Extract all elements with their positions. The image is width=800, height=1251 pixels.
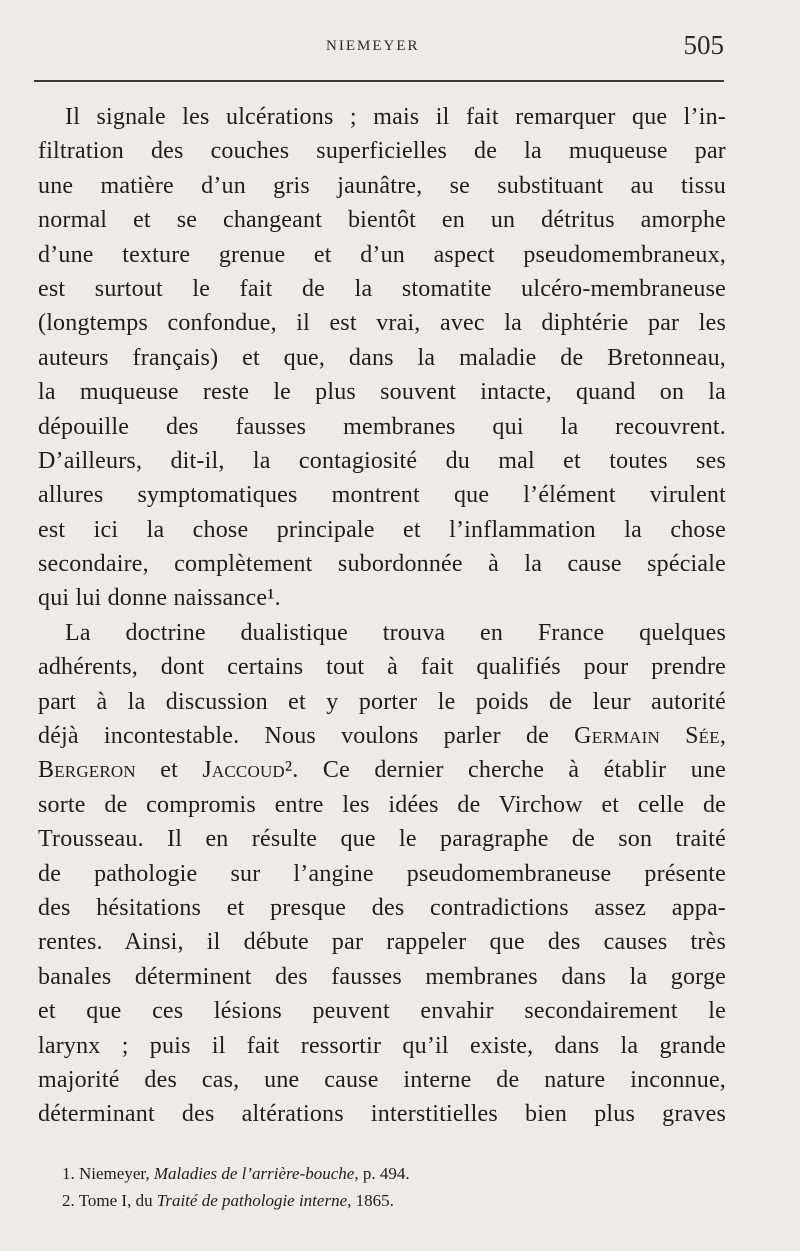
- text-line: secondaire, complètement subordonnée à la cause spéciale: [38, 551, 726, 578]
- text-line: de pathologie sur l’angine pseudomembraneuse présente: [38, 860, 726, 887]
- text-line: déjà incontestable. Nous voulons parler de Germain Sée,: [38, 723, 727, 750]
- text-line: part à la discussion et y porter le poids de leur autorité: [38, 688, 726, 715]
- text-line: D’ailleurs, dit-il, la contagiosité du mal et toutes ses: [38, 447, 726, 474]
- running-head: NIEMEYER: [326, 38, 420, 54]
- text-line: auteurs français) et que, dans la maladie de Bretonneau,: [38, 344, 726, 371]
- text-line: Bergeron et Jaccoud². Ce dernier cherche à établir une: [38, 757, 726, 784]
- footnote-1: [62, 1160, 722, 1187]
- text-line: des hésitations et presque des contradictions assez appa-: [38, 894, 726, 921]
- text-line: déterminant des altérations interstitielles bien plus graves: [38, 1101, 726, 1128]
- page-number: 505: [683, 30, 724, 60]
- text-line: (longtemps confondue, il est vrai, avec la diphtérie par les: [38, 310, 726, 337]
- text-line: qui lui donne naissance¹.: [38, 585, 281, 612]
- text-line: allures symptomatiques montrent que l’élément virulent: [38, 482, 726, 509]
- header-rule: [34, 80, 724, 82]
- text-line: adhérents, dont certains tout à fait qualifiés pour prendre: [38, 654, 726, 681]
- text-line: normal et se changeant bientôt en un détritus amorphe: [38, 207, 726, 234]
- text-line: larynx ; puis il fait ressortir qu’il existe, dans la grande: [38, 1032, 726, 1059]
- text-line: une matière d’un gris jaunâtre, se substituant au tissu: [38, 172, 726, 199]
- page-header: [36, 30, 726, 70]
- text-line: La doctrine dualistique trouva en France quelques: [65, 619, 726, 646]
- text-line: rentes. Ainsi, il débute par rappeler que des causes très: [38, 929, 726, 956]
- text-line: filtration des couches superficielles de la muqueuse par: [38, 138, 726, 165]
- footnotes: [62, 1160, 722, 1214]
- footnote-title: Traité de pathologie interne: [156, 1191, 348, 1210]
- footnote-text: , p. 494.: [354, 1164, 410, 1183]
- text-line: Il signale les ulcérations ; mais il fait remarquer que l’in-: [65, 104, 726, 130]
- footnote-title: Maladies de l’arrière-bouche: [153, 1164, 355, 1183]
- text-line: sorte de compromis entre les idées de Virchow et celle de: [38, 791, 726, 818]
- footnote-2: [62, 1187, 722, 1214]
- text-line: est surtout le fait de la stomatite ulcéro-membraneuse: [38, 275, 726, 302]
- footnote-text: 1. Niemeyer,: [62, 1164, 154, 1183]
- text-line: est ici la chose principale et l’inflammation la chose: [38, 516, 726, 543]
- text-line: la muqueuse reste le plus souvent intacte, quand on la: [38, 379, 726, 406]
- text-line: banales déterminent des fausses membranes dans la gorge: [38, 963, 726, 990]
- body-text: [38, 100, 726, 1132]
- text-line: et que ces lésions peuvent envahir secondairement le: [38, 998, 726, 1025]
- text-line: d’une texture grenue et d’un aspect pseudomembraneux,: [38, 241, 726, 268]
- text-line: dépouille des fausses membranes qui la recouvrent.: [38, 413, 726, 440]
- text-line: Trousseau. Il en résulte que le paragraphe de son traité: [38, 826, 726, 853]
- footnote-text: 2. Tome I, du: [62, 1191, 157, 1210]
- text-line: majorité des cas, une cause interne de nature inconnue,: [38, 1066, 726, 1093]
- footnote-text: , 1865.: [347, 1191, 394, 1210]
